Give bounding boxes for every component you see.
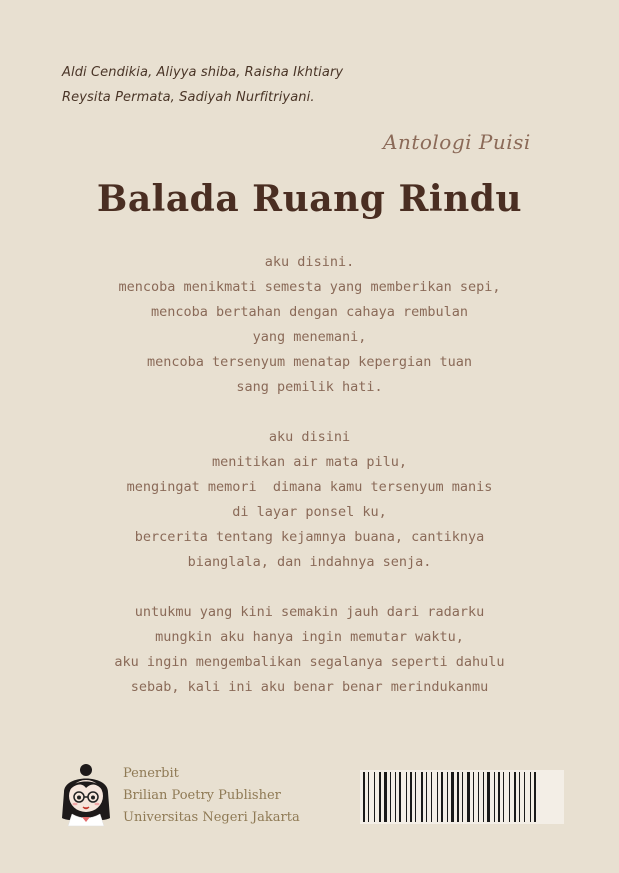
poem-line: aku ingin mengembalikan segalanya seperti dahulu: [114, 654, 505, 670]
poem-line: aku disini.: [264, 254, 355, 270]
book-title: Balada Ruang Rindu: [96, 178, 523, 220]
publisher-label: Penerbit: [123, 766, 179, 781]
poem-line: aku disini: [268, 429, 351, 445]
poem-line: mencoba tersenyum menatap kepergian tuan: [146, 354, 473, 370]
publisher-name: Brilian Poetry Publisher: [123, 788, 281, 803]
poem-line: mencoba menikmati semesta yang memberikan sepi,: [118, 279, 501, 295]
poem-stanza-3: [0, 600, 619, 700]
author-line-2: Reysita Permata, Sadiyah Nurfitriyani.: [62, 90, 315, 105]
poem-line: menitikan air mata pilu,: [211, 454, 408, 470]
publisher-info: [123, 763, 300, 829]
poem-excerpt: [0, 250, 619, 725]
barcode-icon: [360, 770, 564, 824]
cartoon-girl-avatar-icon: [56, 762, 116, 828]
poem-line: bianglala, dan indahnya senja.: [187, 554, 432, 570]
poem-line: mungkin aku hanya ingin memutar waktu,: [155, 629, 464, 645]
author-line-1: Aldi Cendikia, Aliyya shiba, Raisha Ikhtiary: [62, 65, 344, 80]
poem-stanza-2: [0, 425, 619, 575]
poem-line: sang pemilik hati.: [236, 379, 383, 395]
poem-line: sebab, kali ini aku benar benar merindukanmu: [130, 679, 489, 695]
poem-line: mengingat memori dimana kamu tersenyum manis: [126, 479, 493, 495]
publisher-university: Universitas Negeri Jakarta: [123, 810, 300, 825]
poem-line: untukmu yang kini semakin jauh dari radarku: [134, 604, 485, 620]
poem-line: mencoba bertahan dengan cahaya rembulan: [151, 304, 468, 320]
poem-line: bercerita tentang kejamnya buana, cantiknya: [134, 529, 485, 545]
author-list: [62, 60, 343, 110]
poem-line: yang menemani,: [252, 329, 367, 345]
poem-stanza-1: [0, 250, 619, 400]
poem-line: di layar ponsel ku,: [232, 504, 387, 520]
series-label: Antologi Puisi: [383, 130, 531, 154]
